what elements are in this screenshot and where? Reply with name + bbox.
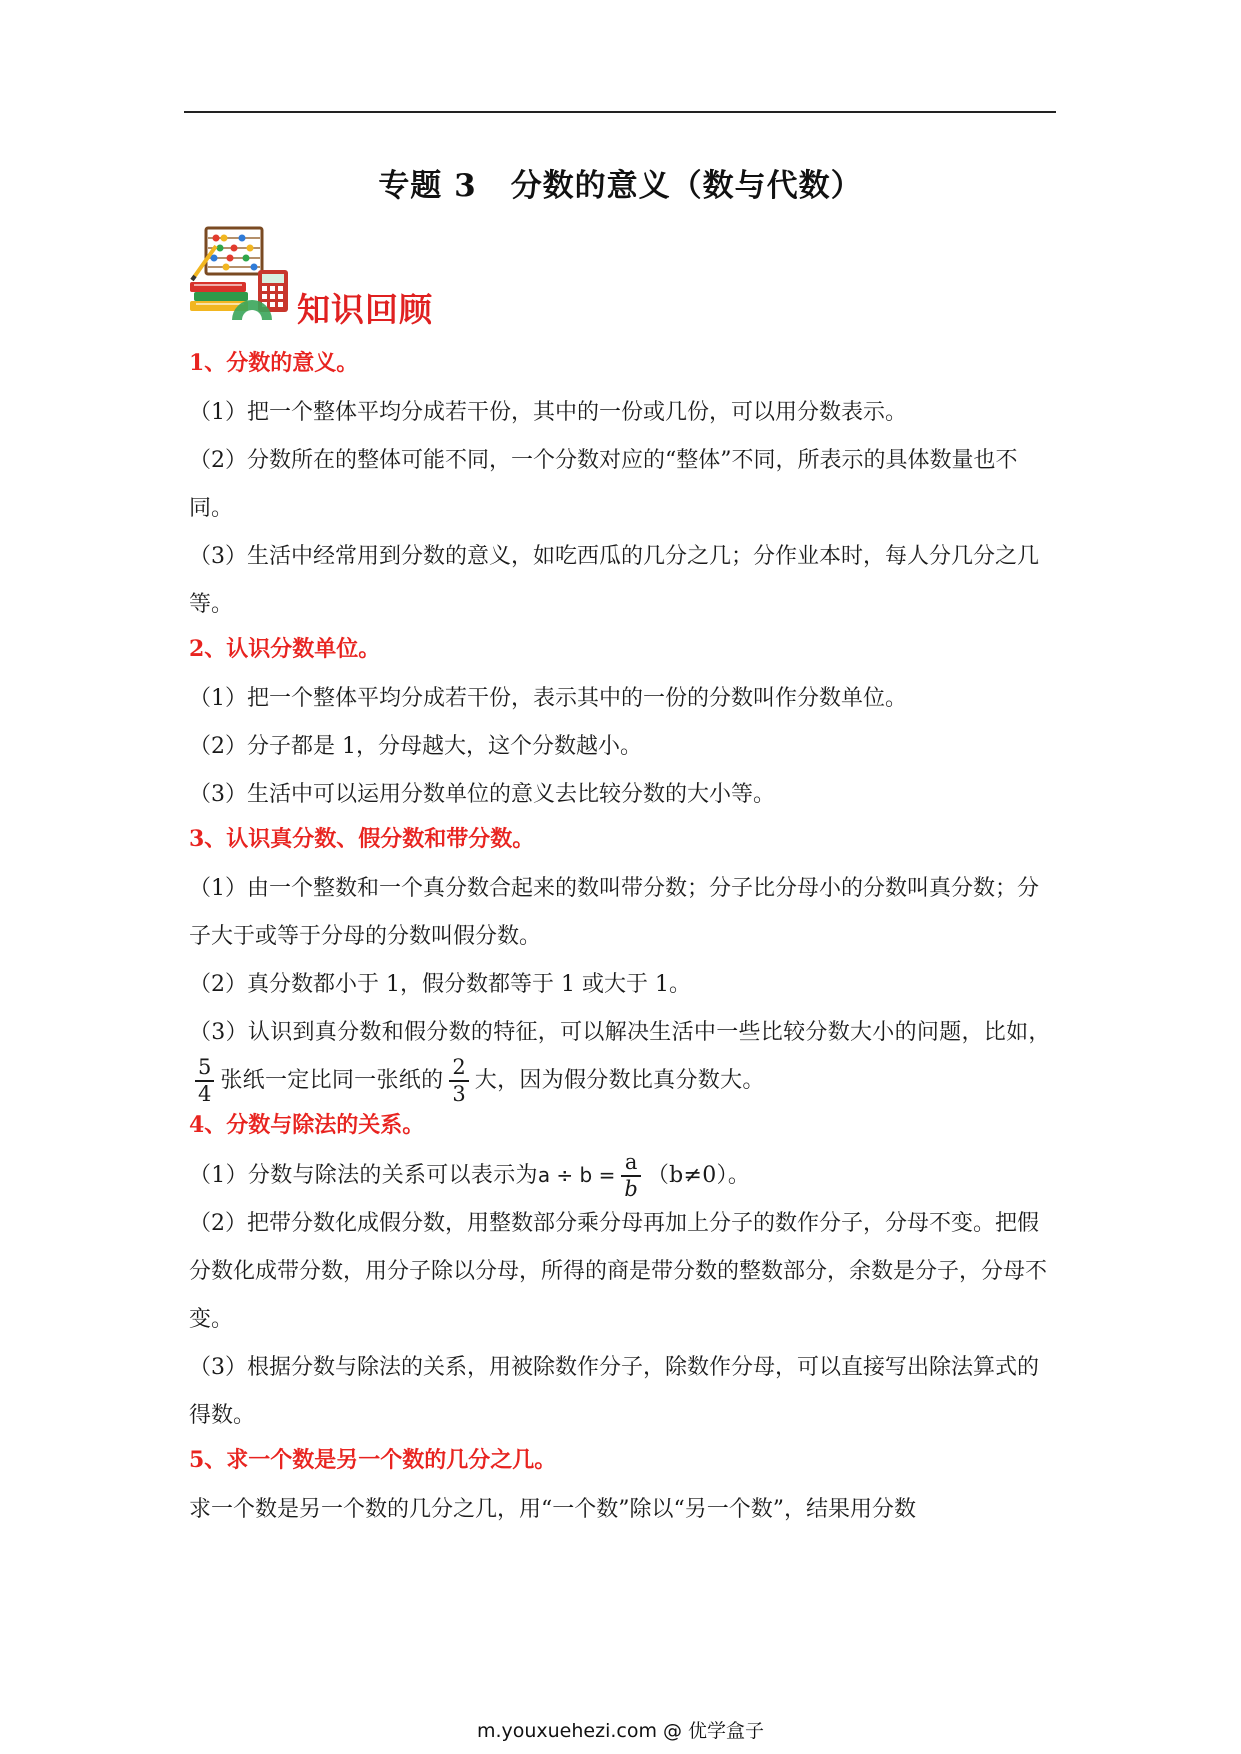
section-heading-5: 5、求一个数是另一个数的几分之几。 — [189, 1447, 557, 1473]
text-run: （3）认识到真分数和假分数的特征，可以解决生活中一些比较分数大小的问题，比如， — [189, 1020, 1051, 1045]
paragraph: （2）分子都是 1，分母越大，这个分数越小。 — [189, 734, 642, 759]
text-run: 大，因为假分数比真分数大。 — [474, 1068, 765, 1093]
fraction-two-thirds — [449, 1057, 468, 1105]
fraction-denominator: 3 — [452, 1081, 466, 1106]
text-run: （b≠0）。 — [646, 1163, 751, 1188]
paragraph: （3）根据分数与除法的关系，用被除数作分子，除数作分母，可以直接写出除法算式的得数。 — [189, 1355, 1039, 1428]
fraction-numerator: a — [624, 1150, 638, 1175]
paragraph: （1）把一个整体平均分成若干份，其中的一份或几份，可以用分数表示。 — [189, 400, 907, 425]
paragraph: （1）由一个整数和一个真分数合起来的数叫带分数；分子比分母小的分数叫真分数；分子大于或等于分母的分数叫假分数。 — [189, 876, 1039, 949]
section-heading-4: 4、分数与除法的关系。 — [189, 1112, 425, 1138]
paragraph: （2）真分数都小于 1，假分数都等于 1 或大于 1。 — [189, 972, 691, 997]
fraction-a-over-b — [621, 1152, 640, 1200]
paragraph: （2）分数所在的整体可能不同，一个分数对应的“整体”不同，所表示的具体数量也不同。 — [189, 448, 1018, 521]
section-heading-1: 1、分数的意义。 — [189, 350, 359, 376]
paragraph: （1）把一个整体平均分成若干份，表示其中的一份的分数叫作分数单位。 — [189, 686, 907, 711]
equation-left: a ÷ b = — [537, 1163, 616, 1187]
paragraph: （3）生活中可以运用分数单位的意义去比较分数的大小等。 — [189, 782, 775, 807]
fraction-denominator: b — [624, 1176, 638, 1201]
paragraph: （2）把带分数化成假分数，用整数部分乘分母再加上分子的数作分子，分母不变。把假分数化成带分数，用分子除以分母，所得的商是带分数的整数部分，余数是分子，分母不变。 — [189, 1211, 1048, 1332]
math-tools-illustration — [186, 222, 292, 322]
section-heading-3: 3、认识真分数、假分数和带分数。 — [189, 826, 535, 852]
text-run: （1）分数与除法的关系可以表示为 — [189, 1163, 538, 1188]
paragraph-with-equation — [189, 1151, 1053, 1200]
header-rule — [184, 111, 1056, 113]
paragraph: 求一个数是另一个数的几分之几，用“一个数”除以“另一个数”，结果用分数 — [189, 1497, 916, 1522]
section-banner-title: 知识回顾 — [297, 290, 433, 329]
page-title — [0, 160, 1241, 205]
footer-watermark: m.youxuehezi.com @ 优学盒子 — [476, 1720, 765, 1742]
fraction-five-fourths — [195, 1057, 214, 1105]
document-body — [189, 345, 1053, 1534]
page-title-prefix: 专题 3 — [378, 168, 477, 204]
fraction-numerator: 2 — [452, 1055, 466, 1080]
paragraph: （3）生活中经常用到分数的意义，如吃西瓜的几分之几；分作业本时，每人分几分之几等。 — [189, 544, 1039, 617]
fraction-numerator: 5 — [198, 1055, 212, 1080]
paragraph-with-fractions — [189, 1009, 1053, 1105]
text-run: 张纸一定比同一张纸的 — [220, 1068, 444, 1093]
fraction-denominator: 4 — [198, 1081, 212, 1106]
page-title-main: 分数的意义（数与代数） — [510, 168, 863, 204]
section-heading-2: 2、认识分数单位。 — [189, 636, 381, 662]
